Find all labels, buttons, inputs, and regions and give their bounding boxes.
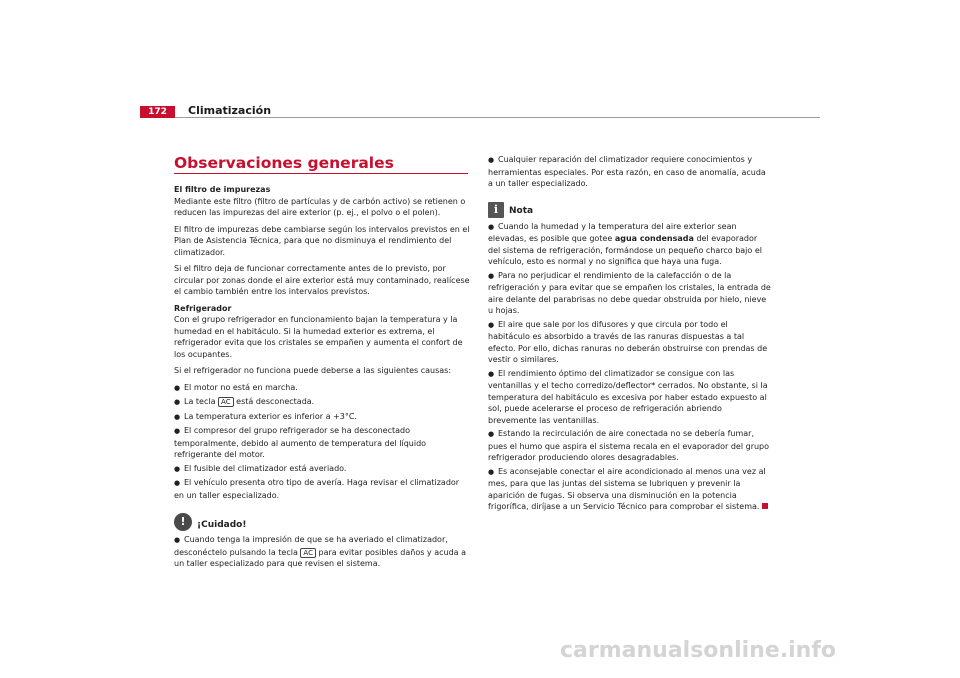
bullet-icon: ● <box>174 479 181 487</box>
note-text: Cuando la humedad y la temperatura del aire exterior sean elevadas, es posible que gotee <box>488 221 737 243</box>
list-item-text: El motor no está en marcha. <box>184 382 298 392</box>
caution-heading <box>174 513 470 531</box>
ac-key-symbol: AC <box>300 548 316 558</box>
right-column <box>488 154 771 515</box>
note-item <box>488 221 771 268</box>
list-item-text: El compresor del grupo refrigerador se ha desconectado temporalmente, debido al aumento de temperatura del líquido refrigerante del motor. <box>174 426 427 459</box>
left-column <box>174 184 470 572</box>
note-emphasis: agua condensada <box>614 234 694 243</box>
filter-heading: El filtro de impurezas <box>174 185 271 194</box>
note-item <box>488 466 771 513</box>
list-item <box>174 396 470 409</box>
bullet-icon: ● <box>174 464 181 473</box>
caution-text: para evitar posibles daños y acuda a un taller especializado para que revisen el sistema. <box>174 547 467 568</box>
chapter-title: Climatización <box>188 104 272 117</box>
list-item <box>174 425 470 461</box>
header-rule <box>140 117 820 118</box>
bullet-icon: ● <box>488 467 495 476</box>
note-text: Estando la recirculación de aire conectada no se debería fumar, pues el humo que aspira el sistema recala en el evaporador del grupo refrigerador produciendo olores desagradables. <box>488 429 770 462</box>
list-item <box>174 477 470 501</box>
list-item-text: está desconectada. <box>236 397 315 406</box>
watermark: carmanualsonline.info <box>560 638 836 663</box>
list-item <box>174 463 470 476</box>
note-text: Para no perjudicar el rendimiento de la calefacción o de la refrigeración y para evitar que se empañen los cristales, la entrada de aire delante del parabrisas no debe quedar obstruida por hielo, nieve u hojas. <box>488 270 771 315</box>
filter-paragraph-2: El filtro de impurezas debe cambiarse según los intervalos previstos en el Plan de Asistencia Técnica, para que no disminuya el rendimiento del climatizador. <box>174 224 470 257</box>
note-text: El rendimiento óptimo del climatizador se consigue con las ventanillas y el techo corredizo/deflector* cerrados. No obstante, si la temperatura del habitáculo es excesiva por haber estado expuesto al sol, puede acelerarse el proceso de refrigeración abriendo brevemente las ventanillas. <box>488 368 768 425</box>
bullet-icon: ● <box>174 412 181 421</box>
section-title: Observaciones generales <box>174 154 394 172</box>
list-item <box>174 382 470 395</box>
caution-text: Cuando tenga la impresión de que se ha averiado el climatizador, desconéctelo pulsando la tecla <box>174 535 448 557</box>
caution-item <box>174 534 470 570</box>
refrigerator-paragraph-1: Con el grupo refrigerador en funcionamiento bajan la temperatura y la humedad en el habitáculo. Si la humedad exterior es extrema, el refrigerador evita que los cristales se empañen y aumenta el confort de los ocupantes. <box>174 315 463 359</box>
caution-title: ¡Cuidado! <box>197 519 247 530</box>
list-item-text: La temperatura exterior es inferior a +3°C. <box>184 411 357 421</box>
bullet-icon: ● <box>488 222 495 231</box>
bullet-icon: ● <box>174 427 181 435</box>
note-title: Nota <box>509 206 534 216</box>
section-end-icon <box>762 503 768 509</box>
section-rule <box>174 173 468 174</box>
filter-paragraph-3: Si el filtro deja de funcionar correctamente antes de lo previsto, por circular por zonas donde el aire exterior está muy contaminado, realícese el cambio también entre los intervalos previstos. <box>174 264 470 296</box>
ac-key-symbol: AC <box>218 397 234 407</box>
list-item-text: El fusible del climatizador está averiado. <box>184 463 347 473</box>
note-text: El aire que sale por los difusores y que circula por todo el habitáculo es absorbido a través de las ranuras dispuestas a tal efecto. Por ello, dichas ranuras no deberán obstruirse con prendas de vestir o similares. <box>488 319 768 364</box>
note-text: del evaporador del sistema de refrigeración, formándose un pequeño charco bajo el vehículo, esto es normal y no significa que haya una fuga. <box>488 234 762 266</box>
list-item <box>488 154 771 190</box>
list-item-text: Cualquier reparación del climatizador requiere conocimientos y herramientas especiales. Por esta razón, en caso de anomalía, acuda a un taller especializado. <box>488 155 766 188</box>
note-item <box>488 319 771 366</box>
filter-paragraph-1: Mediante este filtro (filtro de partículas y de carbón activo) se retienen o reducen las impurezas del aire exterior (p. ej., el polvo o el polen). <box>174 196 466 217</box>
list-item-text: El vehículo presenta otro tipo de avería. Haga revisar el climatizador en un taller especializado. <box>174 478 460 500</box>
bullet-icon: ● <box>488 430 495 438</box>
note-text: Es aconsejable conectar el aire acondicionado al menos una vez al mes, para que las juntas del sistema se lubriquen y prevenir la aparición de fugas. Si observa una disminución en la potencia frigorífica, diríjase a un Servicio Técnico para comprobar el sistema. <box>488 466 766 511</box>
bullet-icon: ● <box>174 398 181 406</box>
bullet-icon: ● <box>488 271 495 280</box>
note-item <box>488 270 771 317</box>
note-item <box>488 428 771 464</box>
info-icon: i <box>488 202 504 218</box>
page-number: 172 <box>140 106 175 118</box>
warning-icon: ! <box>174 513 192 531</box>
bullet-icon: ● <box>174 536 181 544</box>
bullet-icon: ● <box>488 156 495 164</box>
bullet-icon: ● <box>174 383 181 392</box>
refrigerator-paragraph-2: Si el refrigerador no funciona puede deberse a las siguientes causas: <box>174 366 452 375</box>
list-item <box>174 411 470 424</box>
bullet-icon: ● <box>488 369 495 378</box>
refrigerator-heading: Refrigerador <box>174 303 232 313</box>
bullet-icon: ● <box>488 320 495 329</box>
note-item <box>488 368 771 427</box>
note-heading <box>488 202 771 218</box>
list-item-text: La tecla <box>184 397 216 406</box>
